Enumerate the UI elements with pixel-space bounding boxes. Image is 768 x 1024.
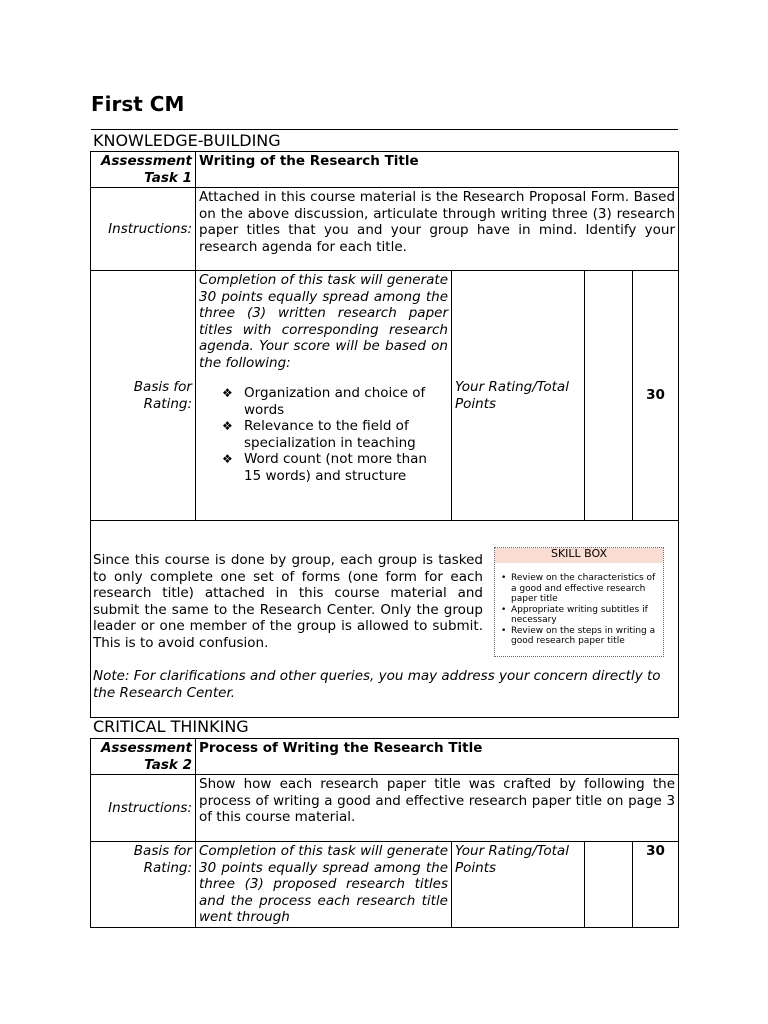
skill-box-text: Appropriate writing subtitles if necessary [511, 604, 648, 625]
instructions-row [91, 775, 679, 842]
skill-box [494, 547, 664, 657]
rating-input-cell[interactable] [585, 842, 633, 928]
diamond-bullet-icon: ❖ [222, 386, 233, 400]
instructions-row [91, 188, 679, 271]
task-row [91, 739, 679, 775]
rating-input-cell[interactable] [585, 271, 633, 521]
instructions-text: Show how each research paper title was crafted by following the process of writing a good and effective research paper title on page 3 of this course material. [196, 775, 679, 842]
group-instructions-text: Since this course is done by group, each group is tasked to only complete one set of forms (one form for each research title) attached in this course material and submit the same to the Research Center. Only the group leader or one member of the group is allowed to submit. This is to avoid confusion. [93, 552, 483, 651]
basis-text: Completion of this task will generate 30 points equally spread among the three (3) proposed research titles and the process each research title went through [196, 842, 452, 928]
task-label: Assessment Task 1 [91, 152, 196, 188]
criteria-item [222, 418, 448, 451]
task-title: Writing of the Research Title [196, 152, 679, 188]
total-points: 30 [633, 842, 679, 928]
bullet-icon: • [501, 604, 507, 615]
skill-box-item [501, 626, 659, 647]
basis-row [91, 842, 679, 928]
total-points: 30 [633, 271, 679, 521]
criteria-text: Relevance to the field of specialization in teaching [244, 418, 416, 451]
rating-label: Your Rating/Total Points [452, 271, 585, 521]
bullet-icon: • [501, 625, 507, 636]
instructions-label: Instructions: [91, 188, 196, 271]
section-heading-knowledge: KNOWLEDGE-BUILDING [93, 131, 281, 150]
criteria-text: Organization and choice of words [244, 385, 426, 418]
note-row [91, 521, 679, 718]
instructions-label: Instructions: [91, 775, 196, 842]
criteria-item [222, 451, 448, 484]
bullet-icon: • [501, 573, 507, 583]
basis-label: Basis for Rating: [91, 271, 196, 521]
skill-box-list [495, 573, 663, 647]
task-title: Process of Writing the Research Title [196, 739, 679, 775]
assessment-table-2 [90, 738, 679, 928]
assessment-table-1 [90, 151, 679, 718]
criteria-list [199, 385, 448, 484]
basis-row [91, 271, 679, 521]
skill-box-text: Review on the characteristics of a good and effective research paper title [511, 573, 656, 604]
instructions-text: Attached in this course material is the Research Proposal Form. Based on the above discussion, articulate through writing three (3) research paper titles that you and your group have in mind. Identify your research agenda for each title. [196, 188, 679, 271]
basis-label: Basis for Rating: [91, 842, 196, 928]
skill-box-text: Review on the steps in writing a good research paper title [511, 625, 656, 646]
skill-box-item [501, 573, 659, 605]
basis-cell [196, 271, 452, 521]
section-heading-critical: CRITICAL THINKING [93, 717, 249, 736]
skill-box-title: SKILL BOX [495, 548, 663, 563]
basis-text: Completion of this task will generate 30 points equally spread among the three (3) written research paper titles with corresponding research agenda. Your score will be based on the following: [199, 272, 448, 371]
note-text: Note: For clarifications and other queries, you may address your concern directly to the Research Center. [93, 668, 661, 701]
criteria-text: Word count (not more than 15 words) and structure [244, 451, 427, 484]
note-cell [91, 521, 679, 718]
diamond-bullet-icon: ❖ [222, 452, 233, 466]
diamond-bullet-icon: ❖ [222, 419, 233, 433]
task-label: Assessment Task 2 [91, 739, 196, 775]
task-row [91, 152, 679, 188]
criteria-item [222, 385, 448, 418]
section-divider [91, 129, 678, 130]
rating-label: Your Rating/Total Points [452, 842, 585, 928]
skill-box-item [501, 605, 659, 626]
page-title: First CM [91, 92, 185, 116]
